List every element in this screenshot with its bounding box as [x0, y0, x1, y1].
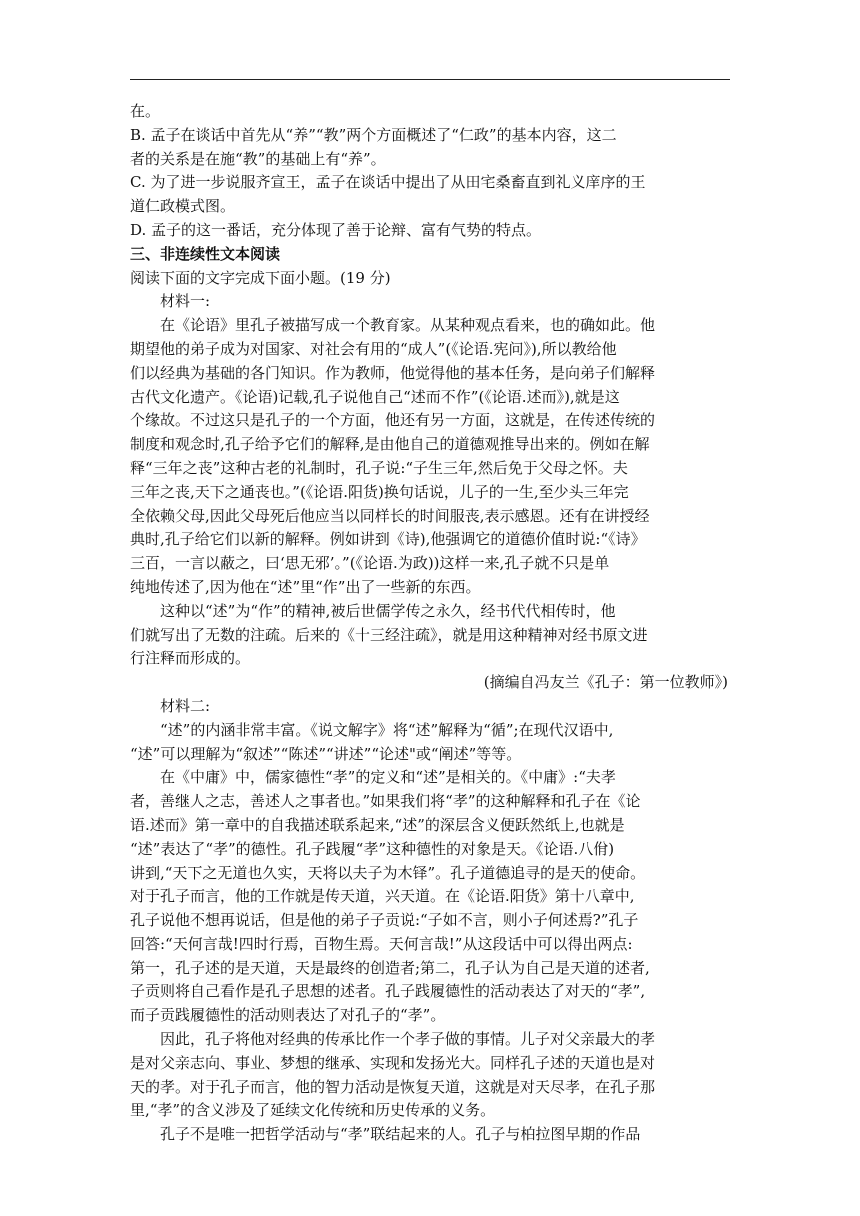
source-citation: (摘编自冯友兰《孔子：第一位教师》) — [483, 673, 728, 692]
header-rule — [130, 79, 730, 80]
text-line: 语.述而》第一章中的自我描述联系起来,“述”的深层含义便跃然纸上,也就是 — [130, 815, 625, 834]
text-line: 典时,孔子给它们以新的解释。例如讲到《诗),他强调它的道德价值时说:“《诗》 — [130, 530, 646, 549]
text-line: 纯地传述了,因为他在“述”里“作”出了一些新的东西。 — [130, 577, 481, 596]
document-body — [130, 100, 730, 1147]
text-line: 天的孝。对于孔子而言，他的智力活动是恢复天道，这就是对天尽孝，在孔子那 — [130, 1077, 656, 1096]
text-line: 三百，一言以蔽之，曰‘思无邪’。”(《论语.为政))这样一来,孔子就不只是单 — [130, 554, 610, 573]
text-line: 回答:“天何言哉!四时行焉，百物生焉。天何言哉!”从这段话中可以得出两点: — [130, 934, 633, 953]
text-line: 者的关系是在施“教”的基础上有“养”。 — [130, 149, 386, 168]
text-line: 子贡则将自己看作是孔子思想的述者。孔子践履德性的活动表达了对天的“孝”, — [130, 982, 646, 1001]
material-two-label: 材料二: — [160, 696, 211, 715]
text-line: 者，善继人之志，善述人之事者也。”如果我们将“孝”的这种解释和孔子在《论 — [130, 792, 641, 811]
paragraph-start: 在《中庸》中，儒家德性“孝”的定义和“述”是相关的。《中庸》:“夫孝 — [160, 768, 616, 787]
paragraph-start: 孔子不是唯一把哲学活动与“孝”联结起来的人。孔子与柏拉图早期的作品 — [160, 1125, 641, 1144]
text-line: 道仁政模式图。 — [130, 197, 236, 216]
section-heading: 三、非连续性文本阅读 — [130, 244, 281, 263]
text-line: 释“三年之丧”这种古老的礼制时，孔子说:“子生三年,然后免于父母之怀。夫 — [130, 458, 628, 477]
text-line: 孔子说他不想再说话，但是他的弟子子贡说:“子如不言，则小子何述焉?”孔子 — [130, 911, 639, 930]
text-line: 们就写出了无数的注疏。后来的《十三经注疏》，就是用这种精神对经书原文进 — [130, 625, 648, 644]
text-line: 古代文化遗产。《论语)记载,孔子说他自己“述而不作”(《论语.述而》),就是这 — [130, 387, 620, 406]
text-line: 在。 — [130, 102, 161, 120]
text-line: 对于孔子而言，他的工作就是传天道，兴天道。在《论语.阳货》第十八章中, — [130, 887, 635, 906]
option-b: B. 孟子在谈话中首先从“养”“教”两个方面概述了“仁政”的基本内容，这二 — [130, 125, 617, 144]
text-line: 们以经典为基础的各门知识。作为教师，他觉得他的基本任务，是向弟子们解释 — [130, 363, 656, 382]
text-line: 全依赖父母,因此父母死后他应当以同样长的时间服丧,表示感恩。还有在讲授经 — [130, 506, 650, 525]
text-line: 个缘故。不过这只是孔子的一个方面，他还有另一方面，这就是，在传述传统的 — [130, 411, 656, 430]
option-d: D. 孟子的这一番话，充分体现了善于论辩、富有气势的特点。 — [130, 220, 542, 239]
paragraph-start: 这种以“述”为“作”的精神,被后世儒学传之永久，经书代代相传时，他 — [160, 601, 616, 620]
text-line: “述”可以理解为“叙述”“陈述”“讲述”“论述"或“阐述”等等。 — [130, 744, 522, 763]
text-line: 讲到,“天下之无道也久实，天将以夫子为木铎”。孔子道德追寻的是天的使命。 — [130, 863, 646, 882]
text-line: 里,“孝”的含义涉及了延续文化传统和历史传承的义务。 — [130, 1101, 496, 1120]
text-line: 第一，孔子述的是天道，天是最终的创造者;第二，孔子认为自己是天道的述者, — [130, 958, 650, 977]
text-line: 而子贡践履德性的活动则表达了对孔子的“孝”。 — [130, 1006, 446, 1025]
text-line: 期望他的弟子成为对国家、对社会有用的“成人”(《论语.宪问》),所以教给他 — [130, 339, 617, 358]
text-line: 三年之丧,天下之通丧也。”(《论语.阳货)换句话说，儿子的一生,至少头三年完 — [130, 482, 629, 501]
option-c: C. 为了进一步说服齐宣王，孟子在谈话中提出了从田宅桑畜直到礼义庠序的王 — [130, 173, 646, 192]
text-line: 是对父亲志向、事业、梦想的继承、实现和发扬光大。同样孔子述的天道也是对 — [130, 1053, 656, 1072]
paragraph-start: 在《论语》里孔子被描写成一个教育家。从某种观点看来，也的确如此。他 — [160, 316, 656, 335]
paragraph-start: 因此，孔子将他对经典的传承比作一个孝子做的事情。儿子对父亲最大的孝 — [160, 1030, 656, 1049]
paragraph-start: “述”的内涵非常丰富。《说文解字》将“述”解释为“循”;在现代汉语中, — [160, 720, 614, 739]
instruction-line: 阅读下面的文字完成下面小题。(19 分) — [130, 268, 391, 287]
material-one-label: 材料一: — [160, 292, 211, 311]
text-line: 制度和观念时,孔子给予它们的解释,是由他自己的道德观推导出来的。例如在解 — [130, 435, 650, 454]
text-line: “述”表达了“孝”的德性。孔子践履“孝”这种德性的对象是天。《论语.八佾) — [130, 839, 615, 858]
text-line: 行注释而形成的。 — [130, 649, 251, 668]
